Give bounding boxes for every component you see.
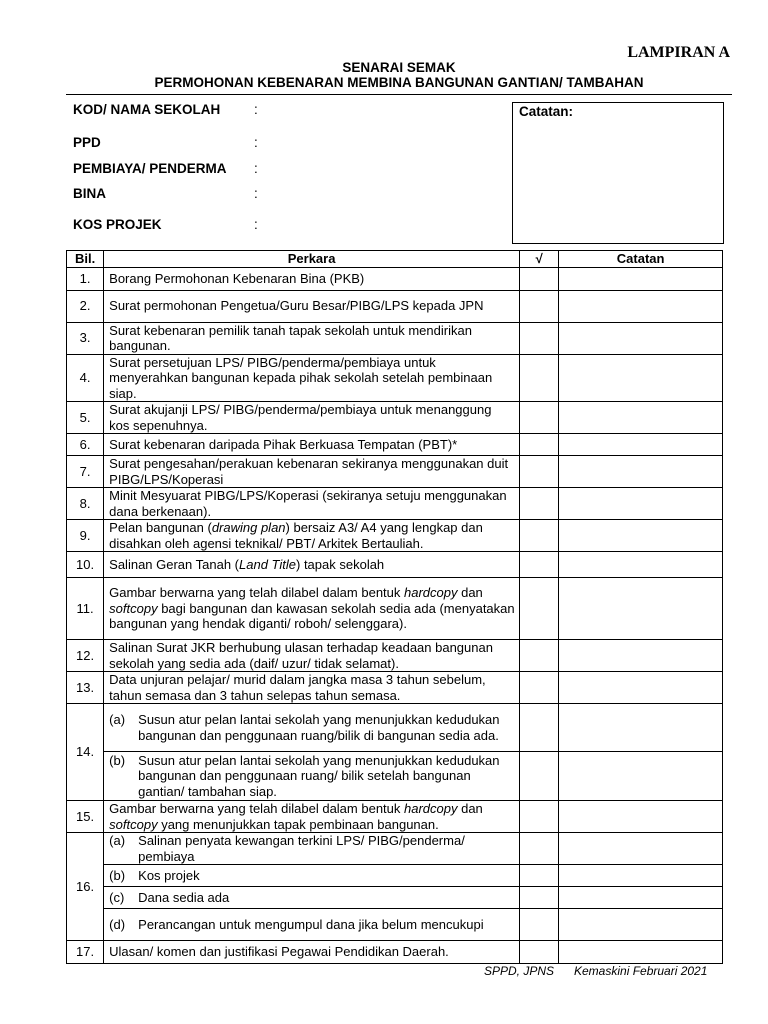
- row-checkbox[interactable]: [520, 456, 559, 488]
- row-item: [104, 552, 520, 578]
- item-text-italic: Land Title: [239, 556, 296, 572]
- footer-source: SPPD, JPNS: [484, 964, 555, 978]
- row-checkbox[interactable]: [520, 672, 559, 704]
- row-checkbox[interactable]: [520, 290, 559, 322]
- row-number: 5.: [67, 402, 104, 434]
- row-checkbox[interactable]: [520, 578, 559, 640]
- item-text: Gambar berwarna yang telah dilabel dalam bentuk: [109, 585, 404, 601]
- item-text: dan: [457, 801, 483, 816]
- table-row: [67, 865, 723, 887]
- table-row: [67, 640, 723, 672]
- subitem-label: (d): [109, 916, 126, 932]
- row-note[interactable]: [559, 672, 723, 704]
- row-number: 17.: [67, 941, 104, 964]
- row-note[interactable]: [559, 640, 723, 672]
- row-checkbox[interactable]: [520, 752, 559, 801]
- header-bil: Bil.: [67, 251, 104, 268]
- header-catatan: Catatan: [559, 251, 723, 268]
- field-label-school: KOD/ NAMA SEKOLAH: [73, 102, 221, 117]
- row-checkbox[interactable]: [520, 520, 559, 552]
- row-note[interactable]: [559, 941, 723, 964]
- table-row: [67, 520, 723, 552]
- row-number: 7.: [67, 456, 104, 488]
- subitem-text: Susun atur pelan lantai sekolah yang menunjukkan kedudukan bangunan dan penggunaan ruang/bilik di bangunan sedia ada.: [138, 712, 500, 743]
- table-row: [67, 752, 723, 801]
- field-value-school[interactable]: :: [254, 102, 258, 117]
- row-number: 3.: [67, 322, 104, 354]
- row-note[interactable]: [559, 552, 723, 578]
- item-text-italic: hardcopy: [404, 585, 458, 601]
- row-note[interactable]: [559, 578, 723, 640]
- row-note[interactable]: [559, 402, 723, 434]
- row-checkbox[interactable]: [520, 887, 559, 909]
- document-title: SENARAI SEMAK: [342, 60, 456, 75]
- item-text: Salinan Geran Tanah (: [109, 556, 240, 572]
- row-number: 15.: [67, 801, 104, 833]
- subitem-text: Dana sedia ada: [138, 889, 230, 905]
- notes-label: Catatan:: [519, 104, 574, 119]
- row-checkbox[interactable]: [520, 833, 559, 865]
- row-item: [104, 520, 520, 552]
- row-checkbox[interactable]: [520, 865, 559, 887]
- row-checkbox[interactable]: [520, 267, 559, 290]
- row-note[interactable]: [559, 887, 723, 909]
- row-note[interactable]: [559, 752, 723, 801]
- row-item: Surat pengesahan/perakuan kebenaran sekiranya menggunakan duit PIBG/LPS/Koperasi: [104, 456, 520, 488]
- notes-box[interactable]: [512, 102, 724, 244]
- row-item: Data unjuran pelajar/ murid dalam jangka masa 3 tahun sebelum, tahun semasa dan 3 tahun selepas tahun semasa.: [104, 672, 520, 704]
- row-item: [104, 578, 520, 640]
- table-row: [67, 704, 723, 752]
- row-number: 8.: [67, 488, 104, 520]
- title-divider: [66, 94, 732, 95]
- row-number: 16.: [67, 833, 104, 941]
- item-text: yang menunjukkan tapak pembinaan bangunan.: [157, 816, 439, 832]
- row-checkbox[interactable]: [520, 354, 559, 402]
- item-text-italic: softcopy: [109, 600, 158, 616]
- row-item: Surat akujanji LPS/ PIBG/penderma/pembiaya untuk menanggung kos sepenuhnya.: [104, 402, 520, 434]
- subitem-label: (a): [109, 712, 126, 727]
- table-row: [67, 290, 723, 322]
- field-label-cost: KOS PROJEK: [73, 217, 162, 232]
- table-row: [67, 909, 723, 941]
- row-number: 14.: [67, 704, 104, 801]
- row-note[interactable]: [559, 909, 723, 941]
- item-text-italic: drawing plan: [211, 520, 286, 535]
- row-item: Surat kebenaran daripada Pihak Berkuasa Tempatan (PBT)*: [104, 434, 520, 456]
- item-text: Pelan bangunan (: [109, 520, 212, 535]
- field-label-ppd: PPD: [73, 135, 101, 150]
- row-checkbox[interactable]: [520, 552, 559, 578]
- table-row: [67, 672, 723, 704]
- appendix-label: LAMPIRAN A: [627, 44, 730, 61]
- row-subitem: [104, 704, 520, 752]
- table-row: [67, 941, 723, 964]
- row-note[interactable]: [559, 322, 723, 354]
- row-number: 12.: [67, 640, 104, 672]
- row-number: 10.: [67, 552, 104, 578]
- row-note[interactable]: [559, 354, 723, 402]
- table-row: [67, 488, 723, 520]
- row-number: 11.: [67, 578, 104, 640]
- checklist-table: [66, 250, 723, 964]
- row-subitem: [104, 865, 520, 887]
- footer-updated: Kemaskini Februari 2021: [574, 964, 708, 978]
- table-row: [67, 434, 723, 456]
- field-label-funder: PEMBIAYA/ PENDERMA: [73, 161, 227, 176]
- row-subitem: [104, 752, 520, 801]
- field-value-funder[interactable]: :: [254, 161, 258, 176]
- row-note[interactable]: [559, 833, 723, 865]
- row-subitem: [104, 909, 520, 941]
- table-header-row: [67, 251, 723, 268]
- row-subitem: [104, 887, 520, 909]
- row-item: [104, 801, 520, 833]
- row-item: Ulasan/ komen dan justifikasi Pegawai Pendidikan Daerah.: [104, 941, 520, 964]
- row-note[interactable]: [559, 456, 723, 488]
- header-perkara: Perkara: [104, 251, 520, 268]
- row-item: Minit Mesyuarat PIBG/LPS/Koperasi (sekiranya setuju menggunakan dana berkenaan).: [104, 488, 520, 520]
- row-note[interactable]: [559, 865, 723, 887]
- row-item: Salinan Surat JKR berhubung ulasan terhadap keadaan bangunan sekolah yang sedia ada (daif/ uzur/ tidak selamat).: [104, 640, 520, 672]
- row-checkbox[interactable]: [520, 801, 559, 833]
- row-note[interactable]: [559, 290, 723, 322]
- subitem-text: Perancangan untuk mengumpul dana jika belum mencukupi: [138, 916, 484, 932]
- subitem-label: (a): [109, 833, 126, 848]
- row-number: 2.: [67, 290, 104, 322]
- table-row: [67, 402, 723, 434]
- row-item: Surat permohonan Pengetua/Guru Besar/PIBG/LPS kepada JPN: [104, 290, 520, 322]
- table-row: [67, 887, 723, 909]
- field-value-ppd[interactable]: :: [254, 135, 258, 150]
- table-row: [67, 322, 723, 354]
- row-checkbox[interactable]: [520, 402, 559, 434]
- table-row: [67, 456, 723, 488]
- item-text: Gambar berwarna yang telah dilabel dalam bentuk: [109, 801, 404, 816]
- subitem-label: (c): [109, 889, 125, 905]
- row-checkbox[interactable]: [520, 322, 559, 354]
- item-text-italic: softcopy: [109, 816, 158, 832]
- row-subitem: [104, 833, 520, 865]
- row-checkbox[interactable]: [520, 909, 559, 941]
- row-note[interactable]: [559, 434, 723, 456]
- header-check: √: [520, 251, 559, 268]
- table-row: [67, 267, 723, 290]
- row-note[interactable]: [559, 704, 723, 752]
- field-value-cost[interactable]: :: [254, 217, 258, 232]
- item-text: dan: [457, 585, 483, 601]
- document-subtitle: PERMOHONAN KEBENARAN MEMBINA BANGUNAN GANTIAN/ TAMBAHAN: [154, 75, 644, 90]
- row-item: Surat kebenaran pemilik tanah tapak sekolah untuk mendirikan bangunan.: [104, 322, 520, 354]
- row-checkbox[interactable]: [520, 434, 559, 456]
- table-row: [67, 354, 723, 402]
- row-checkbox[interactable]: [520, 488, 559, 520]
- table-row: [67, 552, 723, 578]
- subitem-label: (b): [109, 752, 126, 768]
- subitem-text: Kos projek: [138, 867, 200, 883]
- row-note[interactable]: [559, 267, 723, 290]
- row-checkbox[interactable]: [520, 704, 559, 752]
- subitem-text: Susun atur pelan lantai sekolah yang menunjukkan kedudukan bangunan dan penggunaan ruang/ bilik setelah bangunan gantian/ tambahan siap.: [138, 752, 500, 799]
- row-item: Surat persetujuan LPS/ PIBG/penderma/pembiaya untuk menyerahkan bangunan kepada pihak sekolah setelah pembinaan siap.: [104, 354, 520, 402]
- subitem-label: (b): [109, 867, 126, 883]
- table-row: [67, 833, 723, 865]
- item-text: bagi bangunan dan kawasan sekolah sedia ada (menyatakan bangunan yang hendak diganti/ roboh/ selenggara).: [109, 600, 515, 632]
- row-checkbox[interactable]: [520, 941, 559, 964]
- row-number: 6.: [67, 434, 104, 456]
- table-row: [67, 578, 723, 640]
- subitem-text: Salinan penyata kewangan terkini LPS/ PIBG/penderma/ pembiaya: [138, 833, 465, 864]
- row-number: 9.: [67, 520, 104, 552]
- item-text-italic: hardcopy: [404, 801, 458, 816]
- item-text: ) tapak sekolah: [296, 556, 385, 572]
- row-note[interactable]: [559, 520, 723, 552]
- field-value-bina[interactable]: :: [254, 186, 258, 201]
- table-row: [67, 801, 723, 833]
- row-number: 1.: [67, 267, 104, 290]
- item-text: ) bersaiz A3/ A4 yang lengkap dan disahkan oleh agensi teknikal/ PBT/ Arkitek Bertauliah.: [109, 520, 483, 551]
- row-note[interactable]: [559, 801, 723, 833]
- row-checkbox[interactable]: [520, 640, 559, 672]
- row-number: 13.: [67, 672, 104, 704]
- row-number: 4.: [67, 354, 104, 402]
- row-note[interactable]: [559, 488, 723, 520]
- field-label-bina: BINA: [73, 186, 106, 201]
- row-item: Borang Permohonan Kebenaran Bina (PKB): [104, 267, 520, 290]
